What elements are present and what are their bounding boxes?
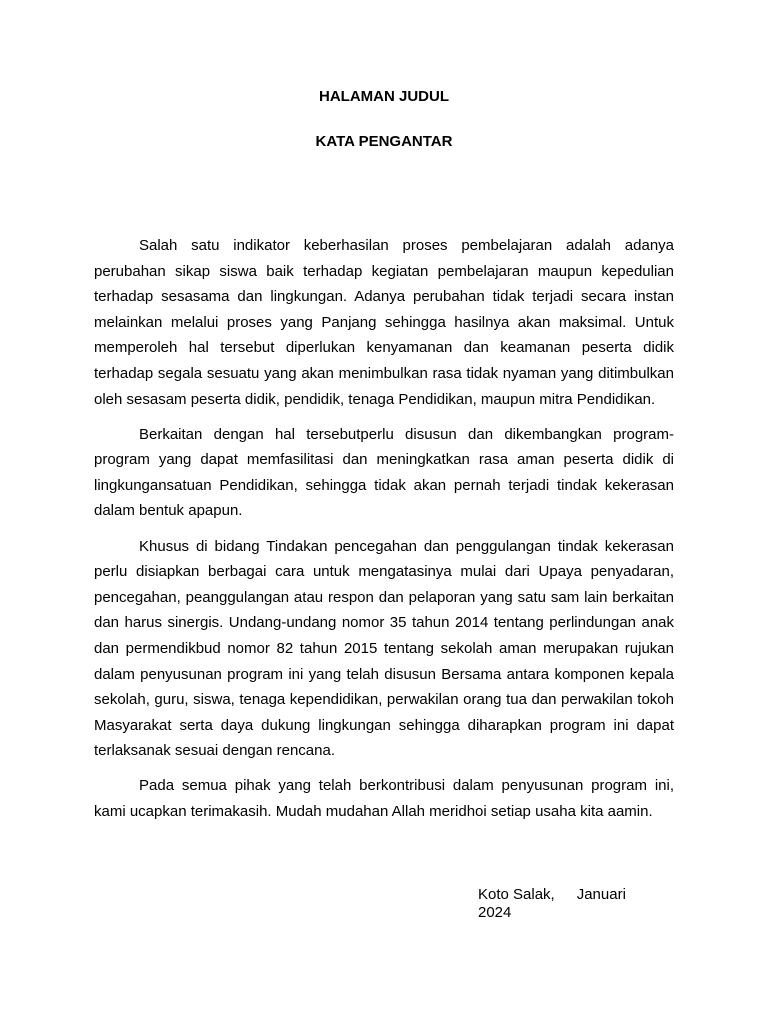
document-title: HALAMAN JUDUL bbox=[319, 88, 449, 105]
paragraph: Salah satu indikator keberhasilan proses pembelajaran adalah adanya perubahan sikap siswa baik terhadap kegiatan pembelajaran maupun kepedulian terhadap sesasama dan lingkungan. Adanya perubahan tidak terjadi secara instan melainkan melalui proses yang Panjang sehingga hasilnya akan maksimal. Untuk memperoleh hal tersebut diperlukan kenyamanan dan keamanan peserta didik terhadap segala sesuatu yang akan menimbulkan rasa tidak nyaman yang ditimbulkan oleh sesasam peserta didik, pendidik, tenaga Pendidikan, maupun mitra Pendidikan. bbox=[94, 237, 674, 408]
signature-block bbox=[478, 886, 626, 922]
signature-place: Koto Salak, bbox=[478, 886, 555, 903]
signature-place-date bbox=[478, 886, 626, 904]
paragraph: Pada semua pihak yang telah berkontribusi dalam penyusunan program ini, kami ucapkan terimakasih. Mudah mudahan Allah meridhoi setiap usaha kita aamin. bbox=[94, 777, 674, 820]
signature-year: 2024 bbox=[478, 904, 512, 921]
signature-month: Januari bbox=[576, 886, 626, 903]
body-text bbox=[94, 233, 674, 834]
paragraph: Berkaitan dengan hal tersebutperlu disusun dan dikembangkan program-program yang dapat memfasilitasi dan meningkatkan rasa aman peserta didik di lingkungansatuan Pendidikan, sehingga tidak akan pernah terjadi tindak kekerasan dalam bentuk apapun. bbox=[94, 425, 674, 520]
paragraph: Khusus di bidang Tindakan pencegahan dan penggulangan tindak kekerasan perlu disiapkan berbagai cara untuk mengatasinya mulai dari Upaya penyadaran, pencegahan, peanggulangan atau respon dan pelaporan yang satu sam lain berkaitan dan harus sinergis. Undang-undang nomor 35 tahun 2014 tentang perlindungan anak dan permendikbud nomor 82 tahun 2015 tentang sekolah aman merupakan rujukan dalam penyusunan program ini yang telah disusun Bersama antara komponen kepala sekolah, guru, siswa, tenaga kependidikan, perwakilan orang tua dan perwakilan tokoh Masyarakat serta daya dukung lingkungan sehingga diharapkan program ini dapat terlaksanak sesuai dengan rencana. bbox=[94, 537, 674, 760]
section-heading: KATA PENGANTAR bbox=[315, 133, 453, 150]
